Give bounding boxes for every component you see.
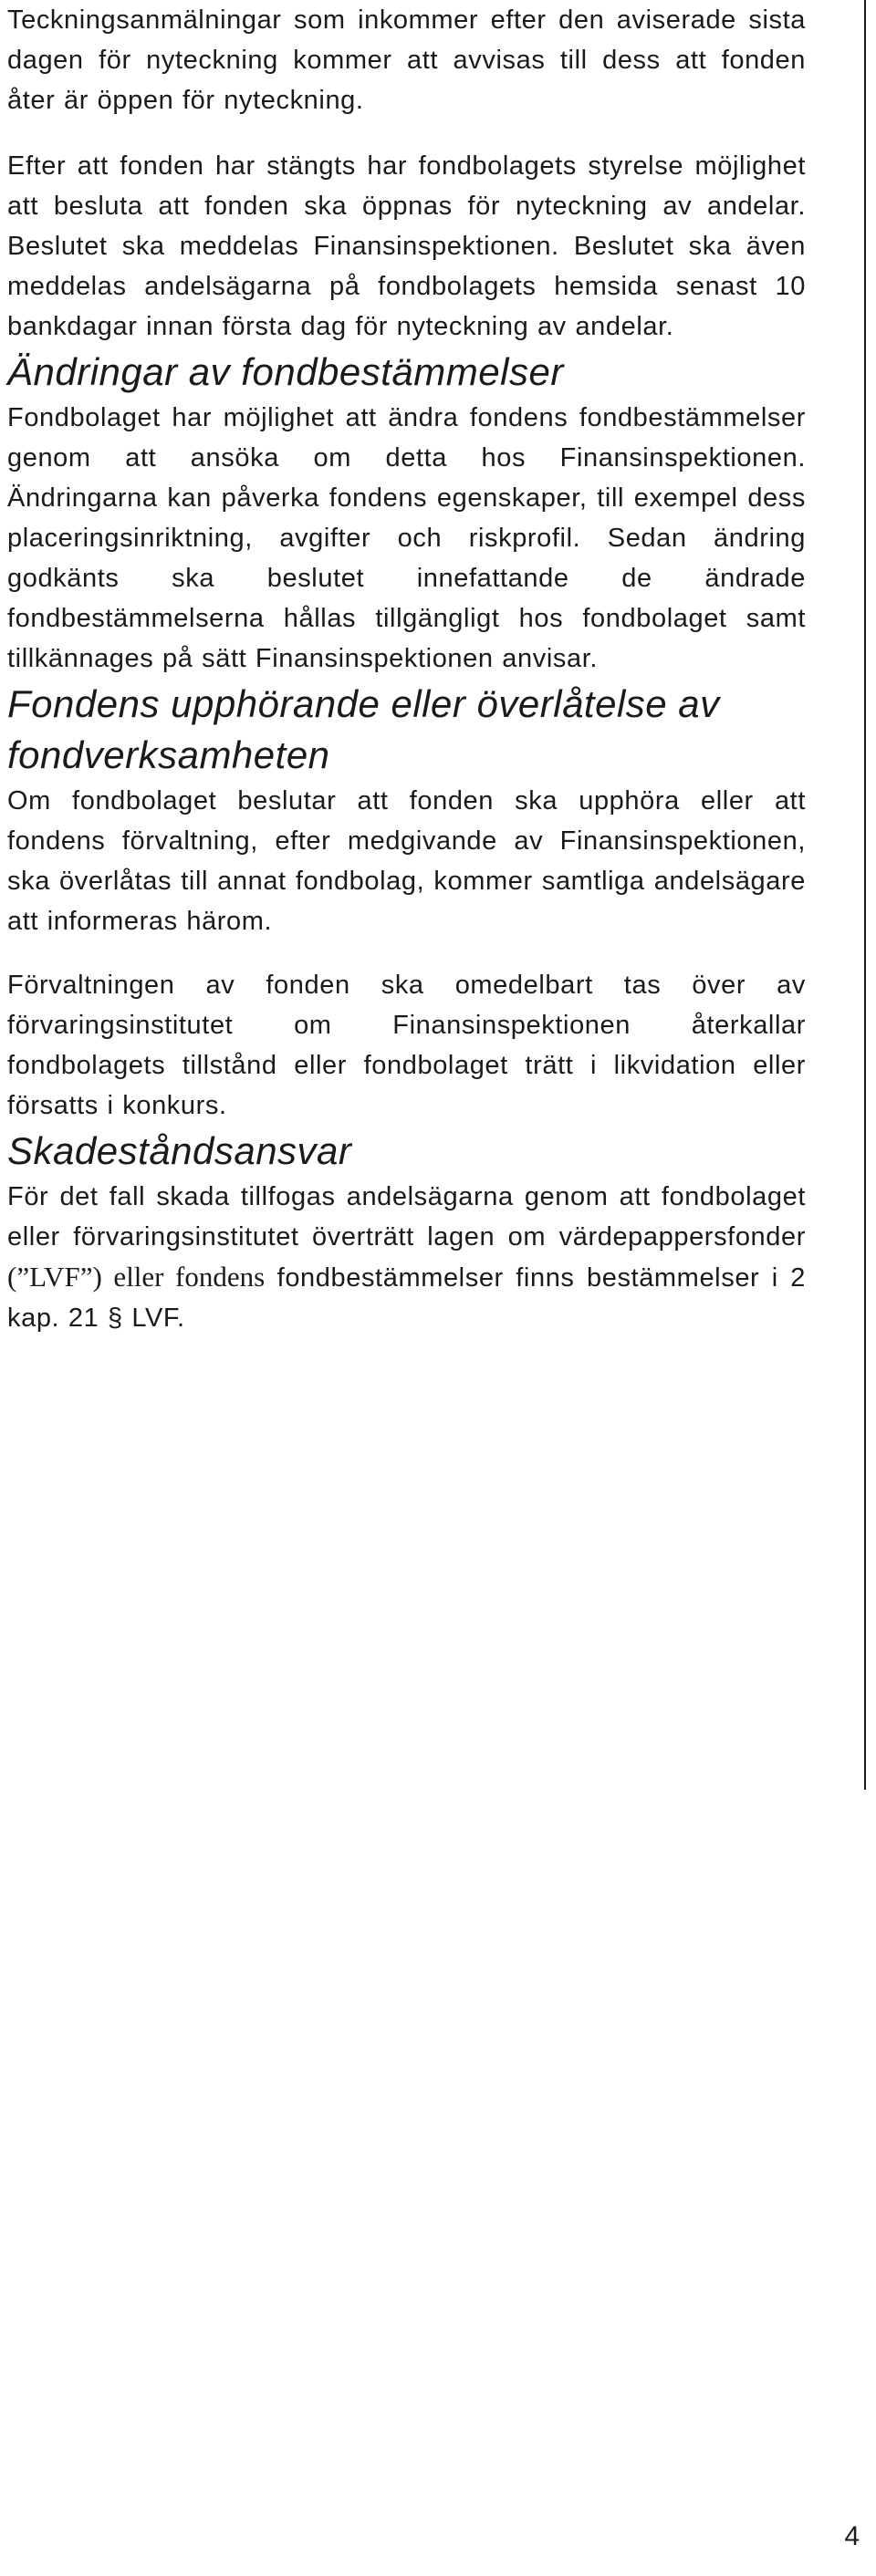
liability-text-1: För det fall skada tillfogas andelsägarna genom att fondbolaget eller förvaringsinstitutet överträtt lagen om värdepappersfonder xyxy=(7,1182,806,1252)
liability-text-2: (”LVF”) eller fondens xyxy=(7,1261,266,1293)
document-body xyxy=(7,0,806,1338)
margin-rule-top xyxy=(864,0,866,75)
heading-liability: Skadeståndsansvar xyxy=(7,1129,352,1172)
page-number: 4 xyxy=(844,2521,860,2551)
heading-closure: Fondens upphörande eller överlåtelse av fondverksamheten xyxy=(7,682,720,776)
liability-text-3: fondbestämmelser finns bestämmelser i 2 kap. 21 § LVF. xyxy=(7,1263,806,1333)
paragraph-liability xyxy=(7,1177,806,1338)
heading-changes: Ändringar av fondbestämmelser xyxy=(7,350,564,393)
paragraph-reopening: Efter att fonden har stängts har fondbolagets styrelse möjlighet att besluta att fonden ska öppnas för nyteckning av andelar. Beslutet ska meddelas Finansinspektionen. Beslutet ska även meddelas andelsägarna på fondbolagets hemsida senast 10 bankdagar innan första dag för nyteckning av andelar. xyxy=(7,151,806,341)
paragraph-late-subscriptions: Teckningsanmälningar som inkommer efter den aviserade sista dagen för nyteckning kommer att avvisas till dess att fonden åter är öppen för nyteckning. xyxy=(7,5,806,115)
paragraph-changes: Fondbolaget har möjlighet att ändra fondens fondbestämmelser genom att ansöka om detta hos Finansinspektionen. Ändringarna kan påverka fondens egenskaper, till exempel dess placeringsinriktning, avgifter och riskprofil. Sedan ändring godkänts ska beslutet innefattande de ändrade fondbestämmelserna hållas tillgängligt hos fondbolaget samt tillkännages på sätt Finansinspektionen anvisar. xyxy=(7,403,806,673)
margin-rule xyxy=(864,75,866,1790)
paragraph-closure-1: Om fondbolaget beslutar att fonden ska upphöra eller att fondens förvaltning, efter medgivande av Finansinspektionen, ska överlåtas till annat fondbolag, kommer samtliga andelsägare att informeras härom. xyxy=(7,786,806,936)
paragraph-closure-2: Förvaltningen av fonden ska omedelbart tas över av förvaringsinstitutet om Finansinspektionen återkallar fondbolagets tillstånd eller fondbolaget trätt i likvidation eller försatts i konkurs. xyxy=(7,971,806,1120)
